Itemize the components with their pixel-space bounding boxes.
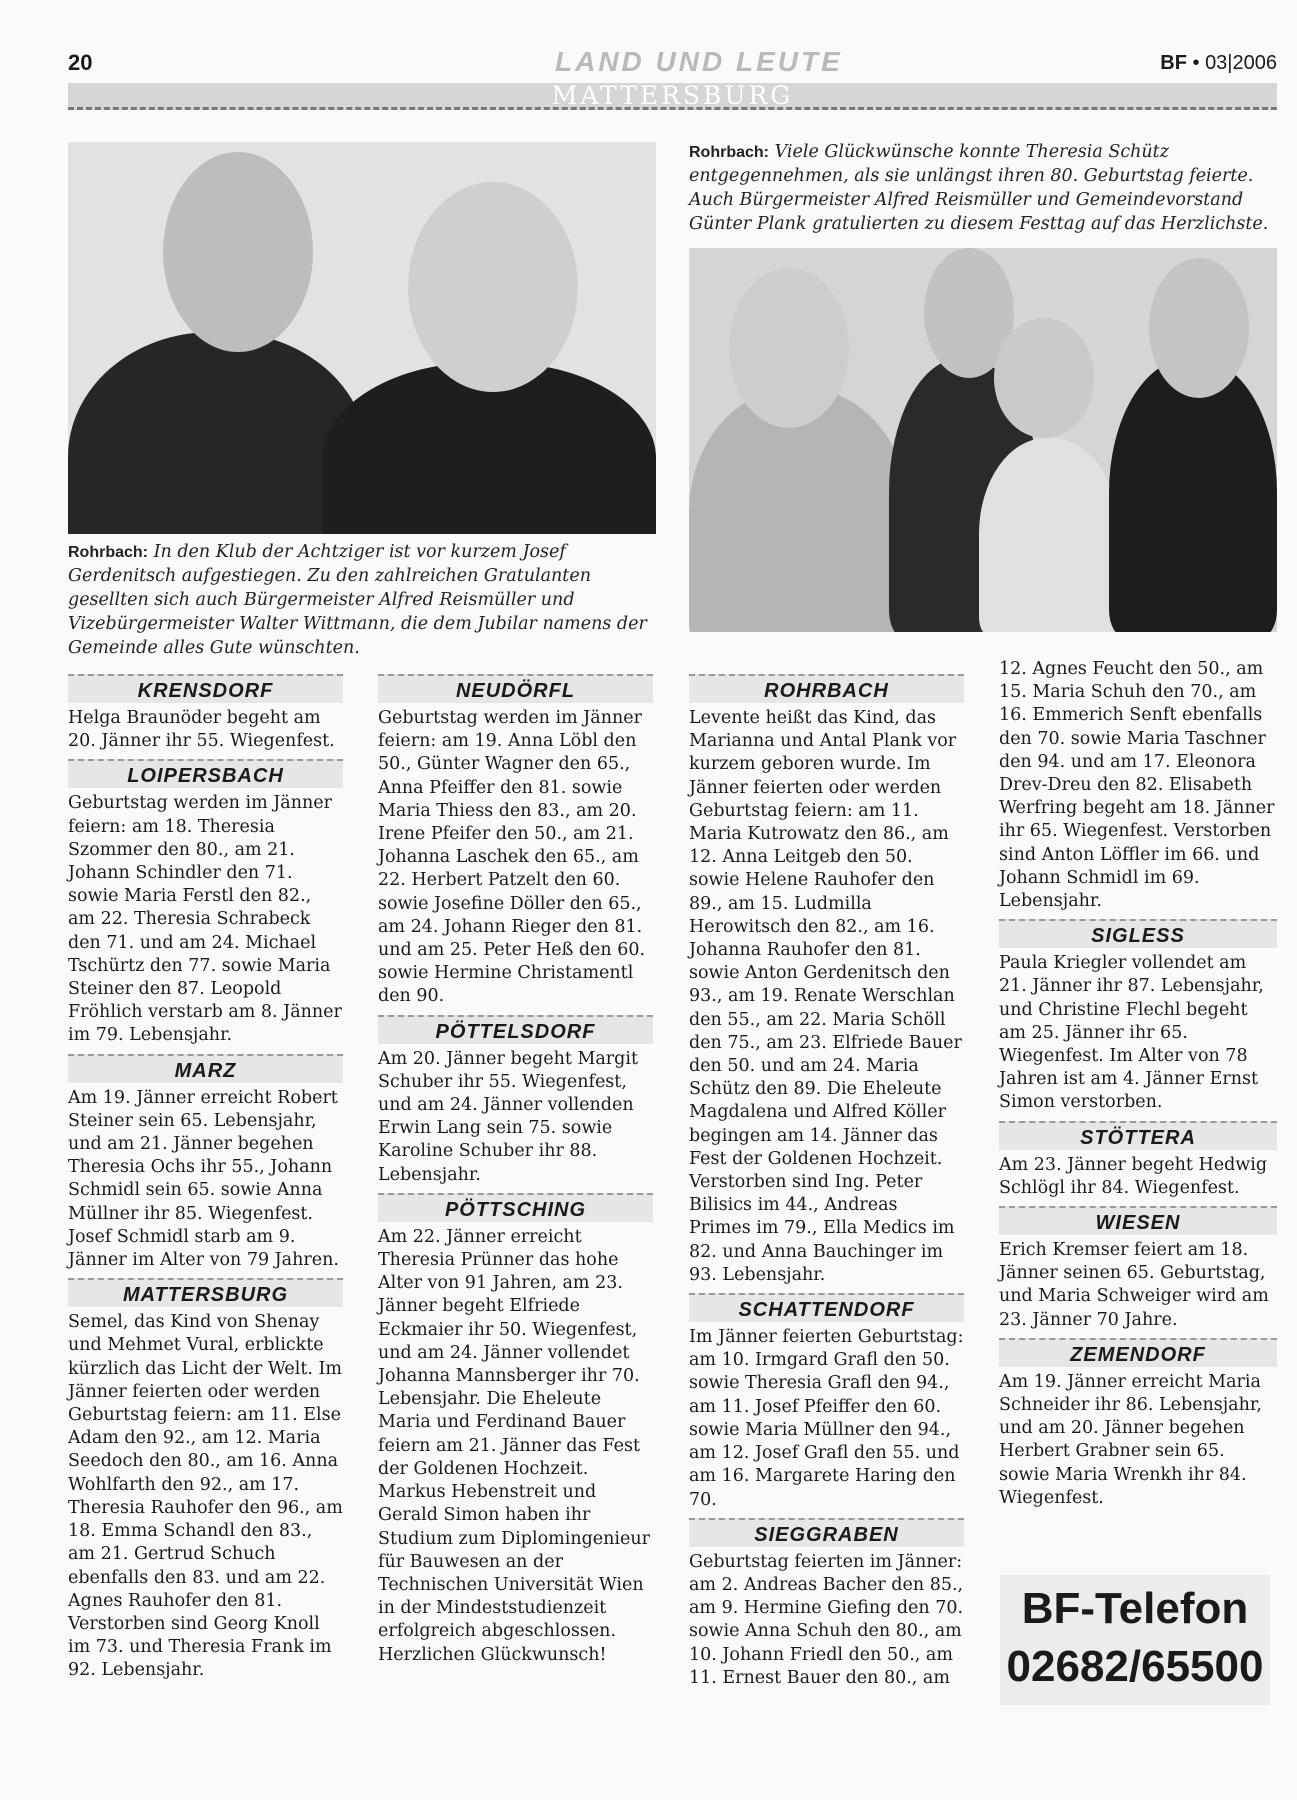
publication-name: BF xyxy=(1160,52,1187,74)
issue-info: BF • 03|2006 xyxy=(1160,52,1277,74)
caption-location: Rohrbach: xyxy=(68,544,148,561)
region-band xyxy=(68,83,1277,110)
region-title: MATTERSBURG xyxy=(551,81,794,110)
page-number: 20 xyxy=(68,50,93,75)
column-1 xyxy=(68,668,343,1683)
section-heading: PÖTTELSDORF xyxy=(378,1015,653,1044)
photo-schuetz xyxy=(689,248,1277,632)
caption-text: In den Klub der Achtziger ist vor kurzem Josef Gerdenitsch aufgestiegen. Zu den zahlreichen Gratulanten gesellten sich auch Bürgermeister Alfred Reismüller und Vizebürgermeister Walter Wittmann, die dem Jubilar namens der Gemeinde alles Gute wünschten. xyxy=(68,542,647,658)
section-heading: NEUDÖRFL xyxy=(378,674,653,703)
section-text: Am 22. Jänner erreicht Theresia Prünner das hohe Alter von 91 Jahren, am 23. Jänner begeht Elfriede Eckmaier ihr 50. Wiegenfest, und am 24. Jänner vollendet Johanna Mannsberger ihr 70. Lebensjahr. Die Eheleute Maria und Ferdinand Bauer feiern am 21. Jänner das Fest der Goldenen Hochzeit. Markus Hebenstreit und Gerald Simon haben ihr Studium zum Diplomingenieur für Bauwesen an der Technischen Universität Wien in der Mindeststudienzeit erfolgreich abgeschlossen. Herzlichen Glückwunsch! xyxy=(378,1226,651,1665)
caption-text: Viele Glückwünsche konnte Theresia Schütz entgegennehmen, als sie unlängst ihren 80. Geburtstag feierte. Auch Bürgermeister Alfred Reismüller und Gemeindevorstand Günter Plank gratulierten zu diesem Festtag auf das Herzlichste. xyxy=(689,142,1269,234)
column-2 xyxy=(378,668,653,1667)
section-heading: LOIPERSBACH xyxy=(68,759,343,788)
column-4 xyxy=(999,658,1277,1510)
section-heading: MARZ xyxy=(68,1054,343,1083)
section-heading: WIESEN xyxy=(999,1206,1277,1235)
section-heading: PÖTTSCHING xyxy=(378,1193,653,1222)
caption-location: Rohrbach: xyxy=(689,144,769,161)
caption-photo2 xyxy=(689,140,1269,236)
section-text: Geburtstag werden im Jänner feiern: am 18. Theresia Szommer den 80., am 21. Johann Schindler den 71. sowie Maria Ferstl den 82., am 22. Theresia Schrabeck den 71. und am 24. Michael Tschürtz den 77. sowie Maria Steiner den 87. Leopold Fröhlich verstarb am 8. Jänner im 79. Lebensjahr. xyxy=(68,793,342,1046)
section-heading: ZEMENDORF xyxy=(999,1338,1277,1367)
person-3 xyxy=(979,438,1119,632)
ad-phone-number: 02682/65500 xyxy=(1006,1642,1264,1691)
head-3 xyxy=(994,318,1094,438)
head-4 xyxy=(1149,258,1249,398)
section-text: Geburtstag werden im Jänner feiern: am 19. Anna Löbl den 50., Günter Wagner den 65., Anna Pfeiffer den 81. sowie Maria Thiess den 83., am 20. Irene Pfeifer den 50., am 21. Johanna Laschek den 65., am 22. Herbert Patzelt den 60. sowie Josefine Döller den 65., am 24. Johann Rieger den 81. und am 25. Peter Heß den 60. sowie Hermine Christamentl den 90. xyxy=(378,708,646,1007)
section-text: Helga Braunöder begeht am 20. Jänner ihr 55. Wiegenfest. xyxy=(68,708,335,752)
section-text: Geburtstag feierten im Jänner: am 2. Andreas Bacher den 85., am 9. Hermine Giefing den 70. sowie Anna Schuh den 80., am 10. Johann Friedl den 50., am 11. Ernest Bauer den 80., am xyxy=(689,1551,964,1688)
section-text: Im Jänner feierten Geburtstag: am 10. Irmgard Grafl den 50. sowie Theresia Grafl den 94., am 11. Josef Pfeiffer den 60. sowie Maria Müllner den 94., am 12. Josef Grafl den 55. und am 16. Margarete Haring den 70. xyxy=(689,1327,964,1510)
head-left xyxy=(163,152,313,352)
person-4 xyxy=(1109,358,1277,632)
section-heading: ROHRBACH xyxy=(689,674,964,703)
section-text: Semel, das Kind von Shenay und Mehmet Vural, erblickte kürzlich das Licht der Welt. Im Jänner feierten oder werden Geburtstag feiern: am 11. Else Adam den 92., am 12. Maria Seedoch den 80., am 16. Anna Wohlfarth den 92., am 17. Theresia Rauhofer den 96., am 18. Emma Schandl den 83., am 21. Gertrud Schuch ebenfalls den 83. und am 22. Agnes Rauhofer den 81. Verstorben sind Georg Knoll im 73. und Theresia Frank im 92. Lebensjahr. xyxy=(68,1312,343,1681)
section-text: Am 19. Jänner erreicht Robert Steiner sein 65. Lebensjahr, und am 21. Jänner begehen Theresia Ochs ihr 55., Johann Schmidl sein 65. sowie Anna Müllner ihr 85. Wiegenfest. Josef Schmidl starb am 9. Jänner im Alter von 79 Jahren. xyxy=(68,1087,339,1271)
section-heading: KRENSDORF xyxy=(68,674,343,703)
column-3 xyxy=(689,668,964,1690)
section-text: Am 19. Jänner erreicht Maria Schneider ihr 86. Lebensjahr, und am 20. Jänner begehen Herbert Grabner sein 65. sowie Maria Wrenkh ihr 84. Wiegenfest. xyxy=(999,1371,1262,1508)
ad-title: BF-Telefon xyxy=(1021,1584,1249,1633)
section-text: Erich Kremser feiert am 18. Jänner seinen 65. Geburtstag, und Maria Schweiger wird am 23. Jänner 70 Jahre. xyxy=(999,1240,1269,1330)
photo-gerdenitsch xyxy=(68,142,656,534)
phone-ad xyxy=(1000,1575,1270,1705)
section-heading: SCHATTENDORF xyxy=(689,1293,964,1322)
section-title: LAND UND LEUTE xyxy=(555,46,843,77)
issue-number: 03|2006 xyxy=(1205,52,1277,74)
section-heading: SIEGGRABEN xyxy=(689,1518,964,1547)
section-text: Am 23. Jänner begeht Hedwig Schlögl ihr 84. Wiegenfest. xyxy=(999,1154,1268,1198)
caption-photo1 xyxy=(68,540,656,660)
head-1 xyxy=(729,268,849,428)
section-text: Am 20. Jänner begeht Margit Schuber ihr 55. Wiegenfest, und am 24. Jänner vollenden Erwin Lang sein 75. sowie Karoline Schuber ihr 88. Lebensjahr. xyxy=(378,1048,638,1185)
section-heading: SIGLESS xyxy=(999,919,1277,948)
section-heading: STÖTTERA xyxy=(999,1121,1277,1150)
section-heading: MATTERSBURG xyxy=(68,1278,343,1307)
section-text: 12. Agnes Feucht den 50., am 15. Maria Schuh den 70., am 16. Emmerich Senft ebenfalls den 70. sowie Maria Taschner den 94. und am 17. Eleonora Drev-Dreu den 82. Elisabeth Werfring begeht am 18. Jänner ihr 65. Wiegenfest. Verstorben sind Anton Löffler im 66. und Johann Schmidl im 69. Lebensjahr. xyxy=(999,659,1275,912)
section-text: Paula Kriegler vollendet am 21. Jänner ihr 87. Lebensjahr, und Christine Flechl begeht am 25. Jänner ihr 65. Wiegenfest. Im Alter von 78 Jahren ist am 4. Jänner Ernst Simon verstorben. xyxy=(999,953,1264,1113)
section-text: Levente heißt das Kind, das Marianna und Antal Plank vor kurzem geboren wurde. Im Jänner feierten oder werden Geburtstag feiern: am 11. Maria Kutrowatz den 86., am 12. Anna Leitgeb den 50. sowie Helene Rauhofer den 89., am 15. Ludmilla Herowitsch den 82., am 16. Johanna Rauhofer den 81. sowie Anton Gerdenitsch den 93., am 19. Renate Werschlan den 55., am 22. Maria Schöll den 75., am 23. Elfriede Bauer den 50. und am 24. Maria Schütz den 89. Die Eheleute Magdalena und Alfred Köller begingen am 14. Jänner das Fest der Goldenen Hochzeit. Verstorben sind Ing. Peter Bilisics im 44., Andreas Primes im 79., Ella Medics im 82. und Anna Bauchinger im 93. Lebensjahr. xyxy=(689,708,962,1285)
head-right xyxy=(408,182,578,392)
